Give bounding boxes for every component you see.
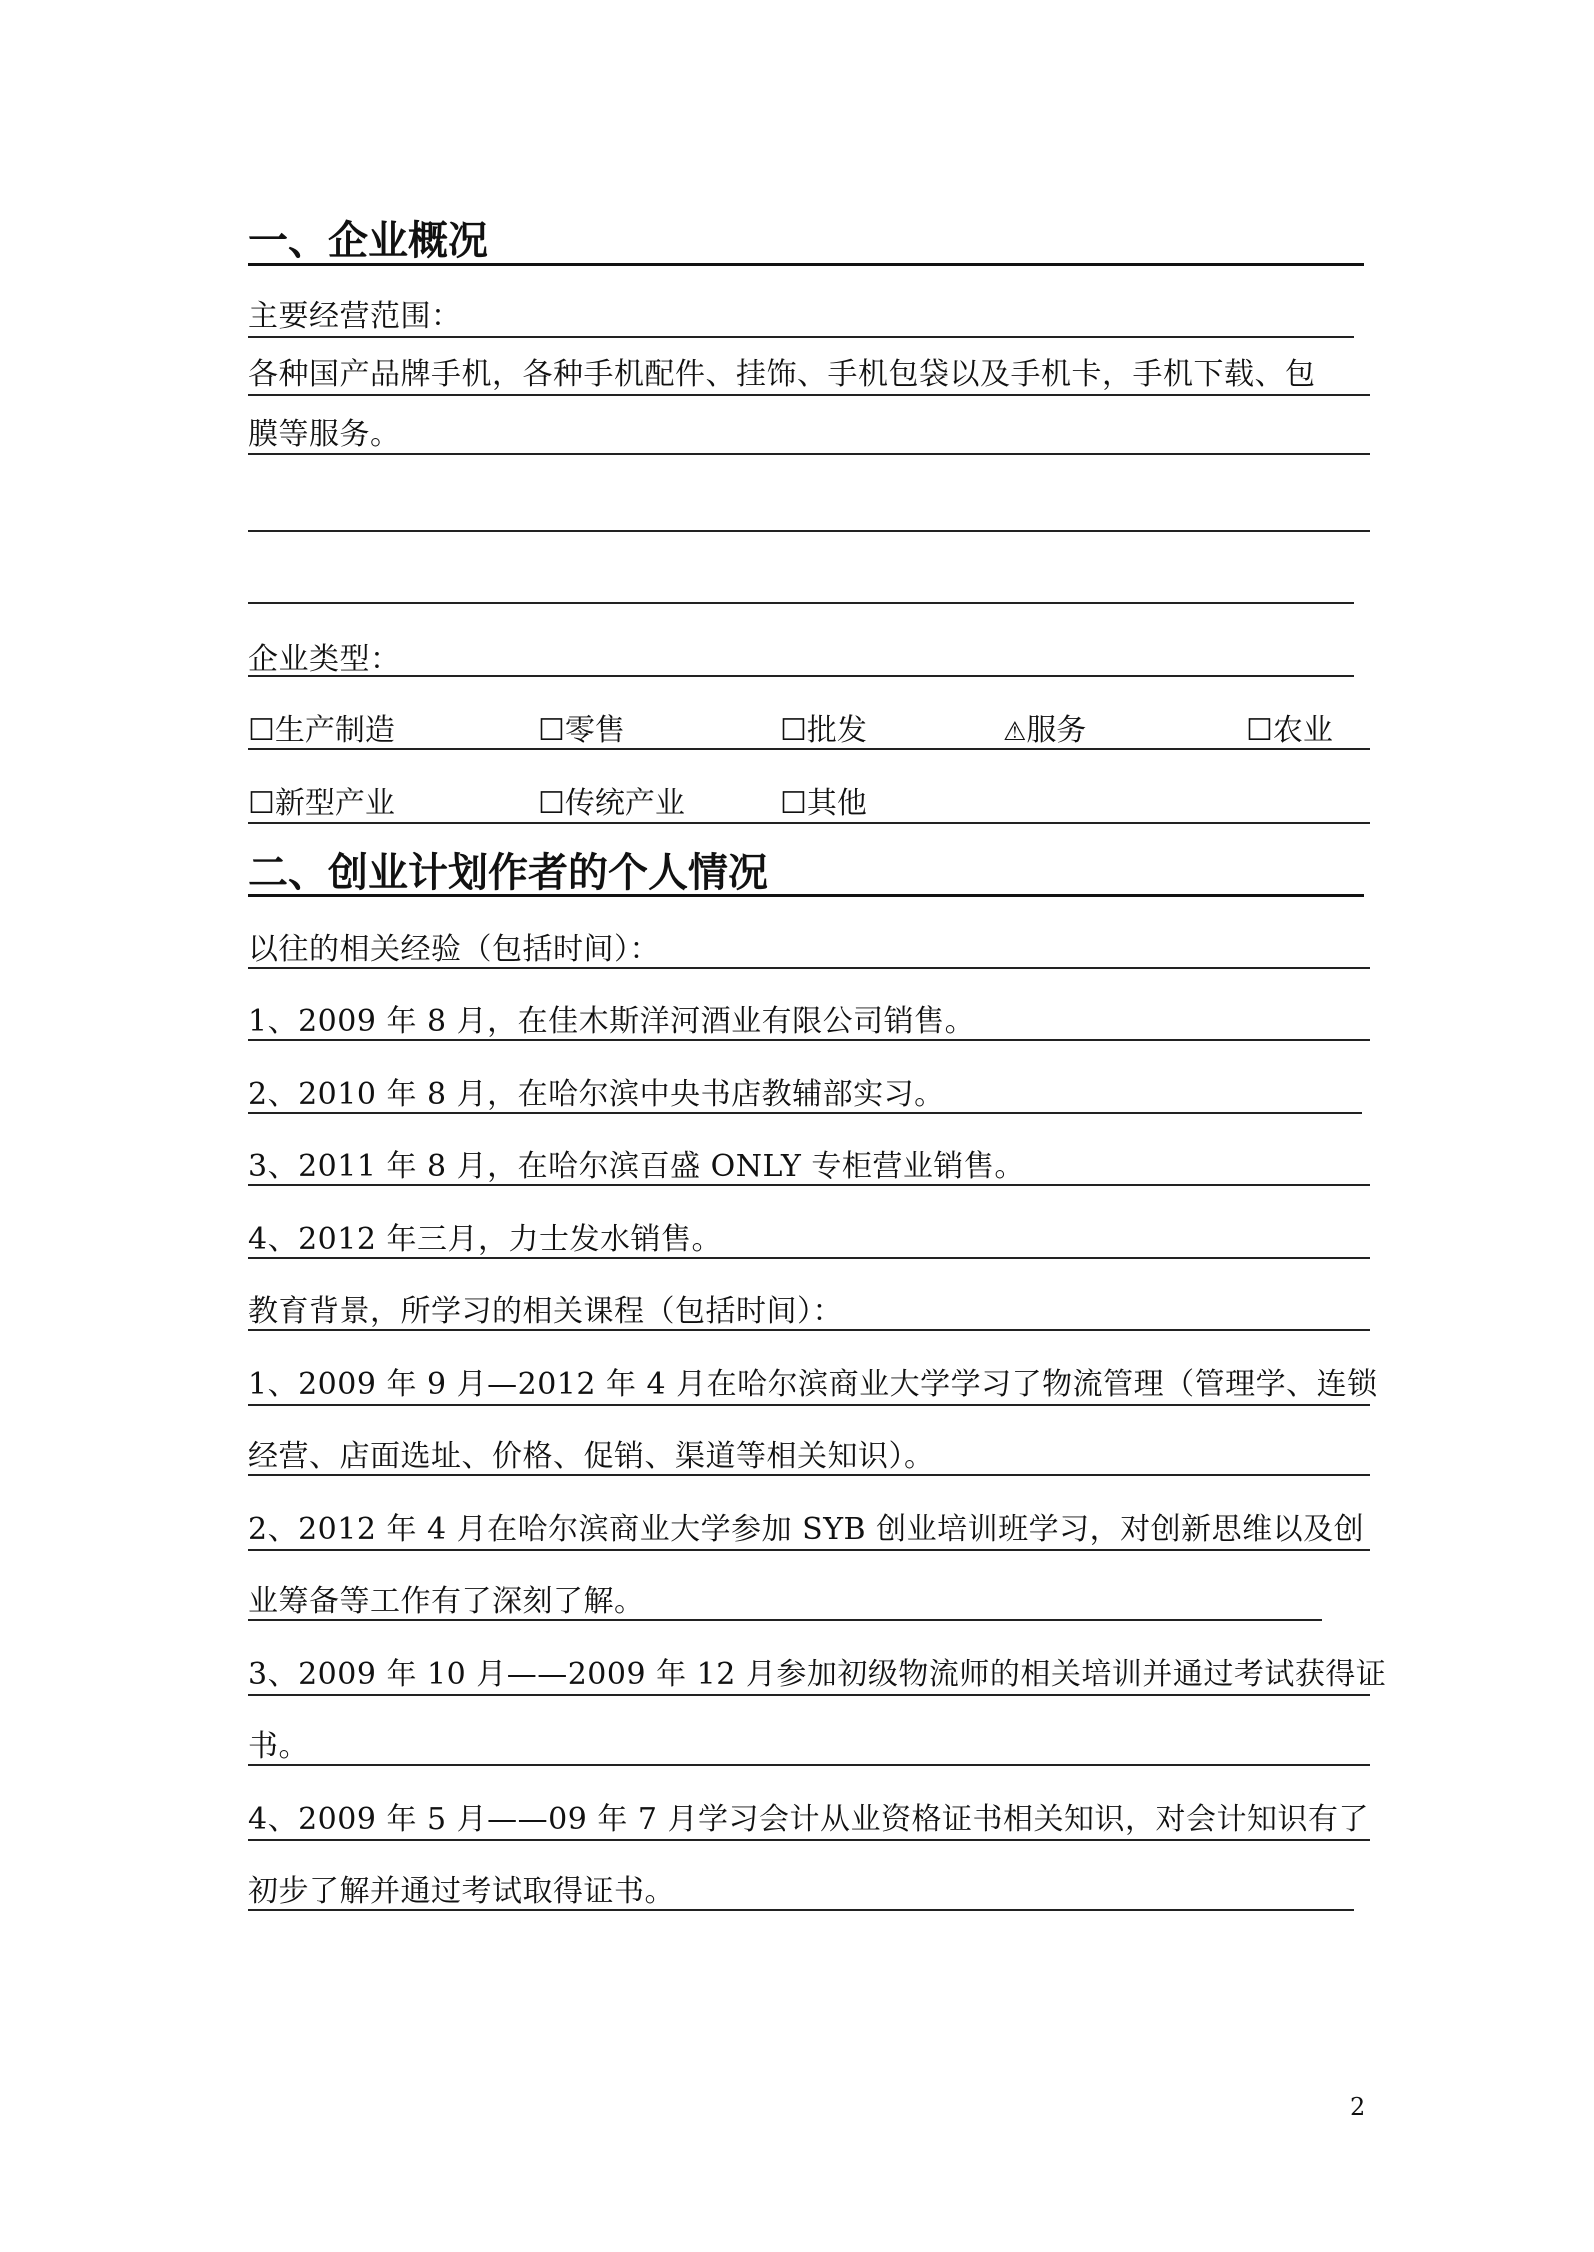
form-line (248, 675, 1354, 677)
form-line (248, 453, 1370, 455)
education-line: 3、2009 年 10 月——2009 年 12 月参加初级物流师的相关培训并通过考试获得证 (248, 1657, 1387, 1692)
form-line-blank (248, 602, 1354, 604)
education-line: 经营、店面选址、价格、促销、渠道等相关知识）。 (248, 1439, 935, 1474)
option-label: 生产制造 (274, 713, 395, 748)
education-line: 2、2012 年 4 月在哈尔滨商业大学参加 SYB 创业培训班学习，对创新思维以及创 (248, 1512, 1365, 1547)
option-label: 零售 (564, 713, 625, 748)
experience-label: 以往的相关经验（包括时间）： (248, 932, 660, 967)
section-heading-2: 二、创业计划作者的个人情况 (248, 850, 768, 896)
option-wholesale[interactable] (780, 711, 867, 751)
option-manufacturing[interactable] (248, 711, 395, 751)
option-agriculture[interactable] (1246, 711, 1333, 751)
option-traditional-industry[interactable] (538, 784, 685, 824)
page-number: 2 (1350, 2093, 1366, 2121)
checkbox-icon: ☐ (780, 786, 807, 821)
scope-text-line: 各种国产品牌手机，各种手机配件、挂饰、手机包袋以及手机卡，手机下载、包 (248, 357, 1316, 392)
form-line (248, 394, 1370, 396)
checkbox-icon: ☐ (248, 786, 275, 821)
experience-item: 1、2009 年 8 月，在佳木斯洋河酒业有限公司销售。 (248, 1004, 976, 1039)
option-service[interactable] (1003, 711, 1086, 752)
form-line (248, 1329, 1370, 1331)
education-line: 4、2009 年 5 月——09 年 7 月学习会计从业资格证书相关知识，对会计知识有了 (248, 1802, 1369, 1837)
education-line: 业筹备等工作有了深刻了解。 (248, 1584, 645, 1619)
form-line (248, 748, 1370, 750)
option-retail[interactable] (538, 711, 625, 751)
education-label: 教育背景，所学习的相关课程（包括时间）： (248, 1294, 843, 1329)
checkbox-icon: ☐ (1246, 713, 1273, 748)
option-new-industry[interactable] (248, 784, 395, 824)
form-line (248, 336, 1354, 338)
education-line: 书。 (248, 1729, 309, 1764)
checkbox-icon: ☐ (538, 786, 565, 821)
option-label: 农业 (1272, 713, 1333, 748)
scope-text-line: 膜等服务。 (248, 417, 401, 452)
form-line (248, 1039, 1370, 1041)
form-line (248, 1404, 1370, 1406)
section-heading-1: 一、企业概况 (248, 218, 488, 264)
experience-item: 3、2011 年 8 月，在哈尔滨百盛 ONLY 专柜营业销售。 (248, 1149, 1025, 1184)
form-line (248, 1909, 1354, 1911)
form-line (248, 1184, 1370, 1186)
scope-label: 主要经营范围： (248, 299, 462, 334)
form-line (248, 1839, 1370, 1841)
form-line (248, 1257, 1370, 1259)
option-other[interactable] (780, 784, 867, 824)
form-line (248, 1694, 1370, 1696)
form-line (248, 1474, 1370, 1476)
education-line: 初步了解并通过考试取得证书。 (248, 1874, 675, 1909)
form-line (248, 1549, 1370, 1551)
option-label: 其他 (806, 786, 867, 821)
form-line (248, 822, 1370, 824)
heading-rule-2 (248, 894, 1364, 897)
experience-item: 4、2012 年三月，力士发水销售。 (248, 1222, 722, 1257)
checkbox-icon: ☐ (248, 713, 275, 748)
option-label: 服务 (1026, 713, 1087, 748)
option-label: 新型产业 (274, 786, 395, 821)
experience-item: 2、2010 年 8 月，在哈尔滨中央书店教辅部实习。 (248, 1077, 945, 1112)
enterprise-type-label: 企业类型： (248, 642, 401, 677)
checkbox-icon: ☐ (538, 713, 565, 748)
option-label: 传统产业 (564, 786, 685, 821)
checkbox-icon: ☐ (780, 713, 807, 748)
option-label: 批发 (806, 713, 867, 748)
form-line (248, 1764, 1370, 1766)
form-line (248, 1112, 1362, 1114)
education-line: 1、2009 年 9 月—2012 年 4 月在哈尔滨商业大学学习了物流管理（管理学、连锁 (248, 1367, 1378, 1402)
heading-rule-1 (248, 263, 1364, 266)
form-line-blank (248, 530, 1370, 532)
form-line (248, 967, 1370, 969)
form-line (248, 1619, 1322, 1621)
warning-triangle-icon: ⚠ (1003, 717, 1027, 747)
